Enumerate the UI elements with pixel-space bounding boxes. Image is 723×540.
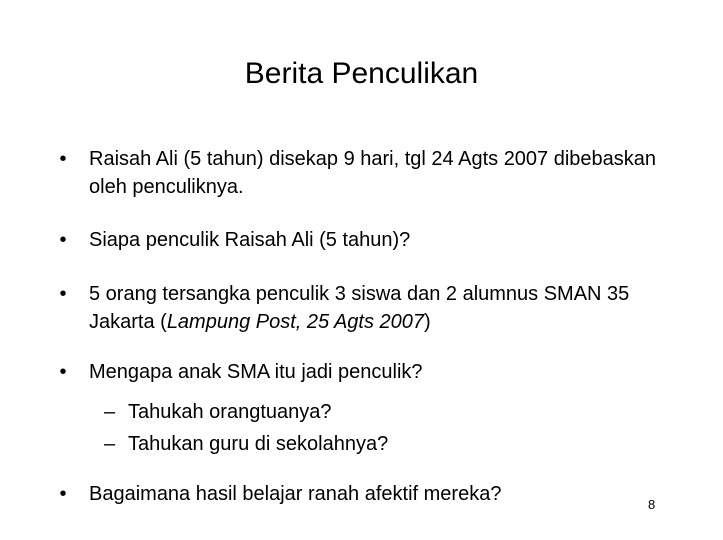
sub-bullet-text: Tahukan guru di sekolahnya? [128,433,389,455]
bullet-item [56,480,686,508]
bullet-text: Mengapa anak SMA itu jadi penculik? [89,361,423,383]
sub-bullet-marker: – [104,433,116,455]
bullet-text: Raisah Ali (5 tahun) disekap 9 hari, tgl 24 Agts 2007 dibebaskan oleh penculiknya. [89,148,657,198]
bullet-marker: • [59,229,67,251]
bullet-marker: • [59,283,67,305]
bullet-marker: • [59,148,67,170]
slide-title: Berita Penculikan [244,57,479,90]
bullet-text: Bagaimana hasil belajar ranah afektif mereka? [89,483,502,505]
bullet-item [56,280,686,336]
bullet-text-before: 5 orang tersangka penculik 3 siswa dan 2 alumnus SMAN 35 Jakarta ( [89,283,630,333]
bullet-list [56,145,686,533]
bullet-marker: • [59,483,67,505]
bullet-item [56,226,686,254]
publication-citation: Lampung Post, 25 Agts 2007 [166,311,425,333]
sub-bullet-item [104,428,686,460]
page-number: 8 [648,497,656,512]
bullet-item [56,145,686,201]
sub-bullet-text: Tahukah orangtuanya? [128,401,332,423]
sub-bullet-item [104,396,686,428]
bullet-text-after: ) [424,311,431,333]
sub-bullet-list [104,396,686,460]
bullet-text: Siapa penculik Raisah Ali (5 tahun)? [89,229,411,251]
bullet-item [56,358,686,386]
bullet-marker: • [59,361,67,383]
sub-bullet-marker: – [104,401,116,423]
